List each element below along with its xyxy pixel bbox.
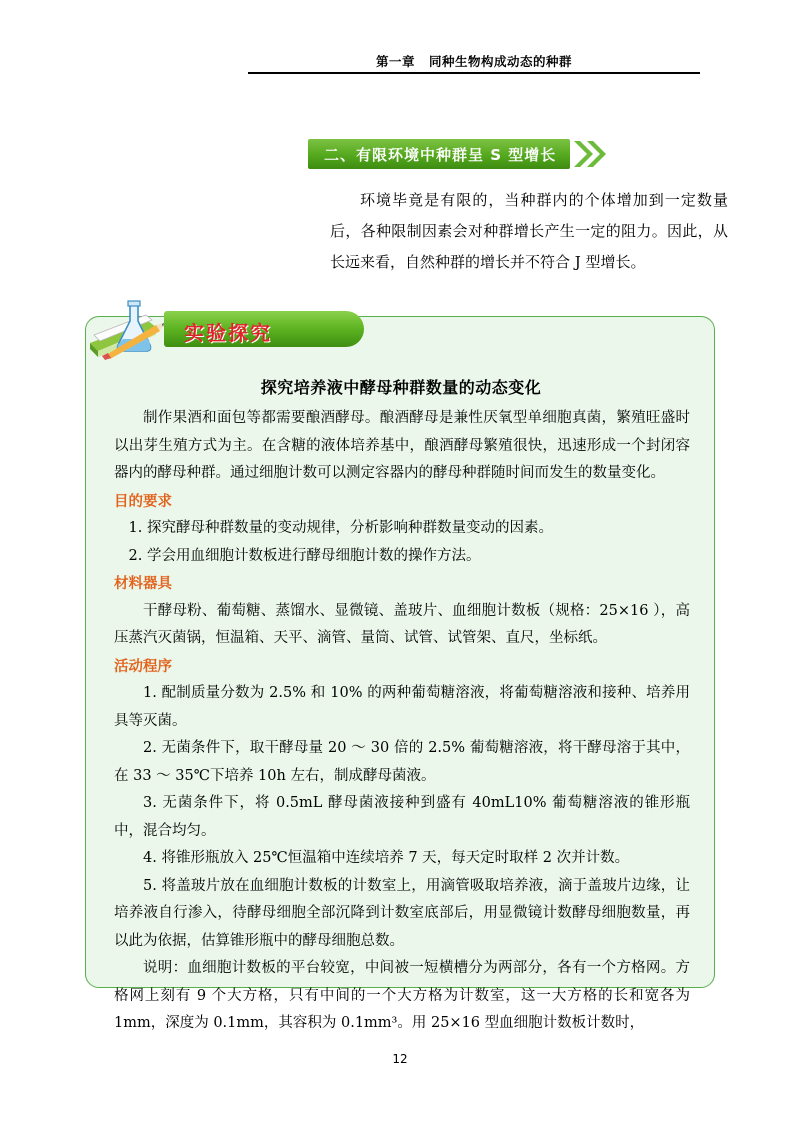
section-heading-banner — [308, 139, 607, 169]
activity-lead: 制作果酒和面包等都需要酿酒酵母。酿酒酵母是兼性厌氧型单细胞真菌，繁殖旺盛时以出芽生殖方式为主。在含糖的液体培养基中，酿酒酵母繁殖很快，迅速形成一个封闭容器内的酵母种群。通过细胞计数可以测定容器内的酵母种群随时间而发生的数量变化。 — [114, 410, 690, 481]
note-text: 血细胞计数板的平台较宽，中间被一短横槽分为两部分，各有一个方格网。方格网上刻有 9 个大方格，只有中间的一个大方格为计数室，这一大方格的长和宽各为 1mm，深度为 0.1mm，其容积为 0.1mm³。用 25×16 型血细胞计数板计数时， — [114, 960, 690, 1031]
procedure-step: 1. 配制质量分数为 2.5% 和 10% 的两种葡萄糖溶液，将葡萄糖溶液和接种、培养用具等灭菌。 — [114, 685, 690, 729]
objective-item: 2. 学会用血细胞计数板进行酵母细胞计数的操作方法。 — [128, 547, 481, 564]
flask-and-books-icon — [86, 299, 182, 361]
activity-body — [114, 405, 690, 1038]
procedure-note — [114, 955, 690, 1038]
intro-paragraph: 环境毕竟是有限的，当种群内的个体增加到一定数量后，各种限制因素会对种群增长产生一定的阻力。因此，从长远来看，自然种群的增长并不符合 J 型增长。 — [330, 191, 728, 271]
activity-box — [85, 316, 715, 1031]
page-number: 12 — [392, 1052, 408, 1066]
procedure-step: 4. 将锥形瓶放入 25℃恒温箱中连续培养 7 天，每天定时取样 2 次并计数。 — [143, 850, 630, 866]
intro-paragraph-block — [100, 185, 728, 278]
section-heading-bar — [308, 139, 570, 169]
objectives-title: 目的要求 — [114, 492, 172, 510]
header-divider — [248, 72, 700, 74]
materials-title: 材料器具 — [114, 575, 172, 592]
double-chevron-right-icon — [573, 139, 607, 169]
activity-header — [76, 299, 406, 361]
header-chapter: 第一章 — [375, 54, 415, 69]
materials-text: 干酵母粉、葡萄糖、蒸馏水、显微镜、盖玻片、血细胞计数板（规格：25×16 ），高压蒸汽灭菌锅，恒温箱、天平、滴管、量筒、试管、试管架、直尺，坐标纸。 — [114, 602, 690, 646]
activity-title: 探究培养液中酵母种群数量的动态变化 — [260, 378, 542, 397]
procedure-title: 活动程序 — [114, 657, 172, 675]
procedure-step: 2. 无菌条件下，取干酵母量 20 ～ 30 倍的 2.5% 葡萄糖溶液，将干酵母溶于其中，在 33 ～ 35℃下培养 10h 左右，制成酵母菌液。 — [114, 740, 690, 784]
procedure-step: 3. 无菌条件下，将 0.5mL 酵母菌液接种到盛有 40mL10% 葡萄糖溶液的锥形瓶中，混合均匀。 — [114, 795, 690, 839]
note-prefix: 说明： — [143, 960, 188, 976]
running-header — [248, 52, 700, 70]
objective-item: 1. 探究酵母种群数量的变动规律，分析影响种群数量变动的因素。 — [128, 520, 553, 536]
header-title: 同种生物构成动态的种群 — [429, 54, 573, 69]
section-heading-label: 二、有限环境中种群呈 S 型增长 — [324, 145, 557, 164]
activity-ribbon-label: 实验探究 — [184, 321, 272, 345]
procedure-step: 5. 将盖玻片放在血细胞计数板的计数室上，用滴管吸取培养液，滴于盖玻片边缘，让培养液自行渗入，待酵母细胞全部沉降到计数室底部后，用显微镜计数酵母细胞数量，再以此为依据，估算锥形瓶中的酵母细胞总数。 — [114, 877, 690, 949]
